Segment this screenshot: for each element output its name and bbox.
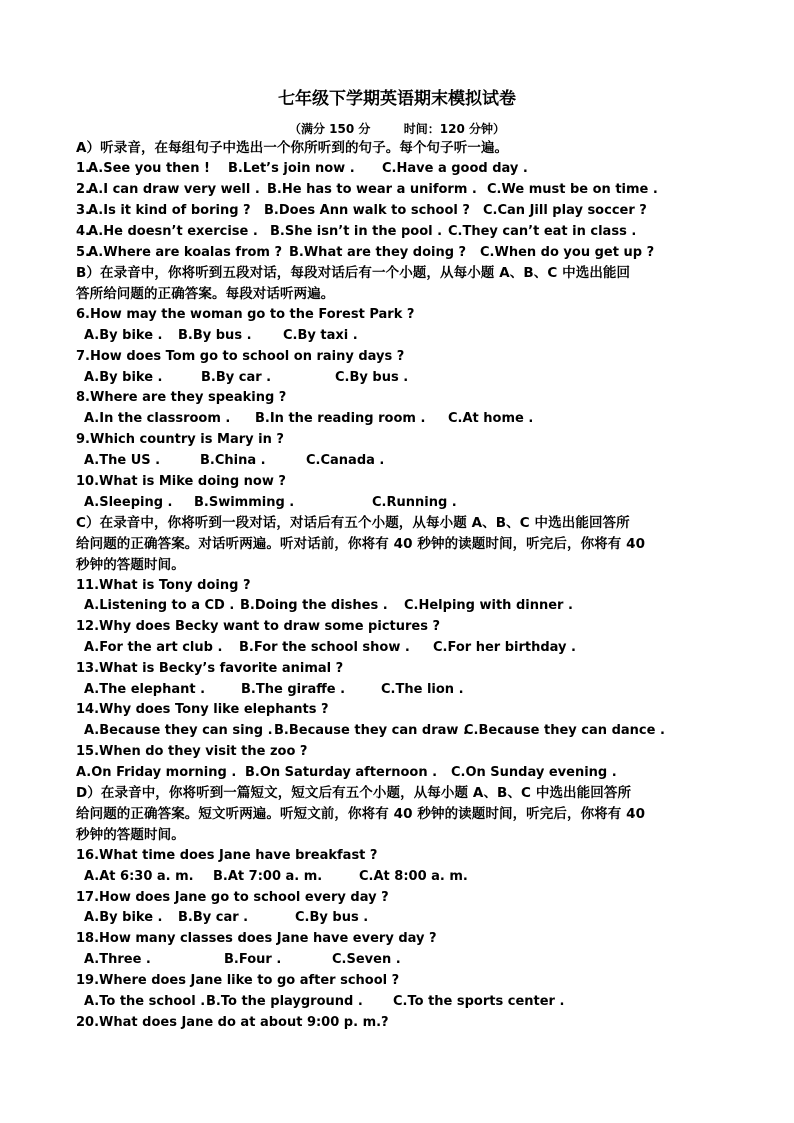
question-19-options <box>84 993 734 1011</box>
option-c: C.Canada . <box>306 453 385 468</box>
option-b: B.On Saturday afternoon . <box>245 765 438 780</box>
question-text: Which country is Mary in ? <box>89 432 284 447</box>
question-text: What time does Jane have breakfast ? <box>99 848 378 863</box>
question-text: What does Jane do at about 9:00 p. m.? <box>99 1015 389 1030</box>
question-19-stem <box>76 972 726 990</box>
question-number: 7. <box>76 349 90 364</box>
option-c: C.At 8:00 a. m. <box>359 869 468 884</box>
option-b: B.To the playground . <box>206 994 363 1009</box>
option-b: B.By bus . <box>178 328 252 343</box>
question-12-stem <box>76 618 726 636</box>
option-b: B.Swimming . <box>194 495 295 510</box>
option-b: B.The giraffe . <box>241 682 346 697</box>
question-8-stem <box>76 389 726 407</box>
question-text: How many classes does Jane have every day ? <box>99 931 437 946</box>
option-c: C.Because they can dance . <box>464 723 665 738</box>
option-c: C.Seven . <box>332 952 401 967</box>
question-11-options <box>84 597 734 615</box>
question-text: Why does Tony like elephants ? <box>99 702 329 717</box>
question-number: 10. <box>76 474 100 489</box>
option-c: C.On Sunday evening . <box>451 765 617 780</box>
question-text: How does Jane go to school every day ? <box>99 890 389 905</box>
option-c: C.By bus . <box>295 910 369 925</box>
question-17-options <box>84 909 734 927</box>
option-a: A.By bike . <box>84 370 163 385</box>
option-a: A.The elephant . <box>84 682 206 697</box>
section-d-instruction: D）在录音中，你将听到一篇短文，短文后有五个小题，从每小题 A、B、C 中选出能回答所 <box>76 785 632 801</box>
question-text: Where does Jane like to go after school ? <box>99 973 400 988</box>
question-7-stem <box>76 348 726 366</box>
question-number: 11. <box>76 578 100 593</box>
question-number: 1. <box>76 161 90 176</box>
option-a: A.By bike . <box>84 328 163 343</box>
option-b: B.By car . <box>201 370 272 385</box>
question-number: 14. <box>76 702 100 717</box>
option-a: A.On Friday morning . <box>76 765 237 780</box>
question-15-stem <box>76 743 726 761</box>
question-text: Where are they speaking ? <box>89 390 287 405</box>
option-a: A.Three . <box>84 952 151 967</box>
option-c: C.Can Jill play soccer ? <box>483 203 647 218</box>
option-b: B.For the school show . <box>239 640 410 655</box>
option-c: C.To the sports center . <box>393 994 565 1009</box>
question-text: Why does Becky want to draw some pictures ? <box>99 619 441 634</box>
section-c-instruction: C）在录音中，你将听到一段对话，对话后有五个小题，从每小题 A、B、C 中选出能回答所 <box>76 515 630 531</box>
question-1 <box>76 160 726 178</box>
option-a: A.I can draw very well . <box>88 182 260 197</box>
option-b: B.She isn’t in the pool . <box>270 224 443 239</box>
option-c: C.By taxi . <box>283 328 358 343</box>
option-b: B.He has to wear a uniform . <box>267 182 477 197</box>
option-a: A.For the art club . <box>84 640 223 655</box>
question-11-stem <box>76 577 726 595</box>
option-b: B.Does Ann walk to school ? <box>264 203 470 218</box>
option-b: B.Let’s join now . <box>228 161 355 176</box>
section-d-instruction-cont: 给问题的正确答案。短文听两遍。听短文前，你将有 40 秒钟的读题时间，听完后，你将有 40 <box>76 806 646 822</box>
option-c: C.Have a good day . <box>382 161 528 176</box>
section-c-instruction-cont: 给问题的正确答案。对话听两遍。听对话前，你将有 40 秒钟的读题时间，听完后，你将有 40 <box>76 536 646 552</box>
question-number: 3. <box>76 203 90 218</box>
question-text: What is Tony doing ? <box>99 578 251 593</box>
question-number: 8. <box>76 390 90 405</box>
option-a: A.Listening to a CD . <box>84 598 235 613</box>
question-3 <box>76 202 726 220</box>
option-b: B.Because they can draw . <box>274 723 468 738</box>
option-a: A.Sleeping . <box>84 495 173 510</box>
option-a: A.By bike . <box>84 910 163 925</box>
question-number: 18. <box>76 931 100 946</box>
question-number: 9. <box>76 432 90 447</box>
question-15-options <box>76 764 726 782</box>
option-a: A.To the school . <box>84 994 206 1009</box>
option-c: C.When do you get up ? <box>480 245 655 260</box>
question-number: 15. <box>76 744 100 759</box>
option-a: A.The US . <box>84 453 161 468</box>
option-a: A.Because they can sing . <box>84 723 273 738</box>
option-b: B.At 7:00 a. m. <box>213 869 323 884</box>
question-18-stem <box>76 930 726 948</box>
section-b-instruction: B）在录音中，你将听到五段对话，每段对话后有一个小题，从每小题 A、B、C 中选出能回 <box>76 265 631 281</box>
question-4 <box>76 223 726 241</box>
section-b-instruction-cont: 答所给问题的正确答案。每段对话听两遍。 <box>76 286 335 302</box>
question-text: When do they visit the zoo ? <box>99 744 308 759</box>
option-a: A.He doesn’t exercise . <box>88 224 258 239</box>
question-13-stem <box>76 660 726 678</box>
question-number: 17. <box>76 890 100 905</box>
question-6-options <box>84 327 734 345</box>
question-16-options <box>84 868 734 886</box>
question-17-stem <box>76 889 726 907</box>
option-b: B.In the reading room . <box>255 411 426 426</box>
question-number: 13. <box>76 661 100 676</box>
question-number: 6. <box>76 307 90 322</box>
option-c: C.By bus . <box>335 370 409 385</box>
option-b: B.Four . <box>224 952 282 967</box>
option-a: A.In the classroom . <box>84 411 231 426</box>
question-12-options <box>84 639 734 657</box>
question-number: 12. <box>76 619 100 634</box>
question-text: What is Becky’s favorite animal ? <box>99 661 344 676</box>
question-20-stem <box>76 1014 726 1032</box>
question-14-options <box>84 722 734 740</box>
question-number: 16. <box>76 848 100 863</box>
option-b: B.By car . <box>178 910 249 925</box>
option-c: C.At home . <box>448 411 534 426</box>
option-c: C.We must be on time . <box>487 182 658 197</box>
question-number: 4. <box>76 224 90 239</box>
question-text: How does Tom go to school on rainy days ? <box>89 349 405 364</box>
option-c: C.For her birthday . <box>433 640 576 655</box>
question-16-stem <box>76 847 726 865</box>
question-9-stem <box>76 431 726 449</box>
question-10-options <box>84 494 734 512</box>
option-a: A.See you then ! <box>88 161 210 176</box>
question-6-stem <box>76 306 726 324</box>
question-number: 2. <box>76 182 90 197</box>
question-13-options <box>84 681 734 699</box>
question-5 <box>76 244 726 262</box>
option-a: A.Where are koalas from ? <box>88 245 283 260</box>
option-a: A.At 6:30 a. m. <box>84 869 194 884</box>
option-a: A.Is it kind of boring ? <box>88 203 251 218</box>
question-2 <box>76 181 726 199</box>
question-8-options <box>84 410 734 428</box>
question-18-options <box>84 951 734 969</box>
question-number: 20. <box>76 1015 100 1030</box>
option-c: C.Helping with dinner . <box>404 598 573 613</box>
question-text: What is Mike doing now ? <box>99 474 286 489</box>
exam-info: （满分 150 分 时间：120 分钟） <box>288 122 506 136</box>
question-7-options <box>84 369 734 387</box>
page-title: 七年级下学期英语期末模拟试卷 <box>278 89 516 109</box>
section-c-instruction-end: 秒钟的答题时间。 <box>76 557 185 573</box>
option-c: C.Running . <box>372 495 457 510</box>
option-b: B.Doing the dishes . <box>240 598 388 613</box>
option-c: C.They can’t eat in class . <box>448 224 637 239</box>
option-b: B.What are they doing ? <box>289 245 467 260</box>
question-14-stem <box>76 701 726 719</box>
option-c: C.The lion . <box>381 682 464 697</box>
question-text: How may the woman go to the Forest Park ? <box>89 307 415 322</box>
section-d-instruction-end: 秒钟的答题时间。 <box>76 827 185 843</box>
option-b: B.China . <box>200 453 266 468</box>
question-10-stem <box>76 473 726 491</box>
question-number: 5. <box>76 245 90 260</box>
section-a-instruction: A）听录音，在每组句子中选出一个你所听到的句子。每个句子听一遍。 <box>76 140 509 156</box>
question-number: 19. <box>76 973 100 988</box>
question-9-options <box>84 452 734 470</box>
